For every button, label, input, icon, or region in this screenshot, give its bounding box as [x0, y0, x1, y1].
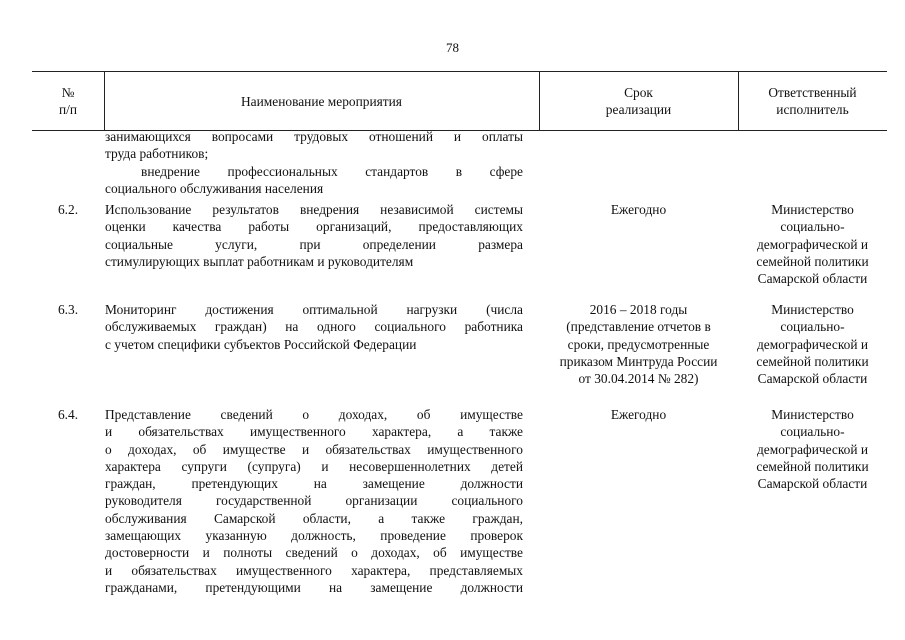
term-line: Ежегодно: [610, 407, 667, 422]
term-line: сроки, предусмотренные: [567, 336, 710, 352]
executor-line: Министерство: [771, 302, 854, 317]
header-term-line: Срок: [624, 85, 653, 100]
text-line: труда работников;: [105, 146, 209, 162]
header-term: [539, 72, 738, 130]
executor-line: семейной политики: [756, 458, 869, 474]
header-name: Наименование мероприятия: [241, 93, 402, 109]
row-number: 6.3.: [57, 302, 79, 317]
text-line: замещающих указанную должность, проведение проверок: [105, 528, 523, 544]
executor-line: Самарской области: [757, 476, 868, 492]
implementation-term: [539, 301, 738, 387]
term-line: Ежегодно: [610, 202, 667, 217]
executor-line: Министерство: [771, 407, 854, 422]
executor-line: семейной политики: [756, 253, 869, 269]
measure-name: [105, 301, 523, 353]
executor-line: демографической и: [756, 441, 869, 457]
measure-name: [105, 128, 523, 197]
text-line: характера супруги (супруга) и несовершеннолетних детей: [105, 458, 523, 474]
text-line: с учетом специфики субъектов Российской Федерации: [105, 336, 417, 352]
term-line: 2016 – 2018 годы: [589, 302, 688, 317]
measure-name: [105, 406, 523, 596]
executor-line: демографической и: [756, 236, 869, 252]
executor-line: демографической и: [756, 336, 869, 352]
text-line: обслуживания Самарской области, а также граждан,: [105, 510, 523, 526]
text-line: оценки качества работы организаций, предоставляющих: [105, 219, 523, 235]
header-term-line: реализации: [605, 102, 672, 117]
measure-name: [105, 201, 523, 270]
text-line: Представление сведений о доходах, об имуществе: [105, 407, 523, 422]
executor-line: Самарской области: [757, 371, 868, 387]
executor-line: социально-: [780, 424, 845, 440]
implementation-term: [539, 406, 738, 423]
term-line: от 30.04.2014 № 282): [578, 371, 699, 387]
header-num: [32, 72, 104, 130]
executor-line: семейной политики: [756, 353, 869, 369]
header-executor-line: Ответственный: [768, 85, 857, 100]
implementation-term: [539, 201, 738, 218]
term-line: (представление отчетов в: [566, 319, 711, 335]
text-line: и обязательствах имущественного характера, представляемых: [105, 562, 523, 578]
responsible-executor: [738, 201, 887, 287]
text-line: Мониторинг достижения оптимальной нагрузки (числа: [105, 302, 523, 317]
page-number: 78: [446, 40, 459, 55]
text-line: Использование результатов внедрения независимой системы: [105, 202, 523, 217]
text-line: занимающихся вопросами трудовых отношений и оплаты: [105, 129, 523, 144]
text-line: обслуживаемых граждан) на одного социального работника: [105, 319, 523, 335]
text-line: гражданами, претендующими на замещение должности: [105, 579, 523, 595]
text-line: руководителя государственной организации социального: [105, 493, 523, 509]
header-executor-line: исполнитель: [776, 102, 849, 117]
header-num-line: №: [61, 85, 75, 100]
text-line: граждан, претендующих на замещение должности: [105, 476, 523, 492]
executor-line: Министерство: [771, 202, 854, 217]
text-line: о доходах, об имуществе и обязательствах имущественного: [105, 441, 523, 457]
text-line: и обязательствах имущественного характера, а также: [105, 424, 523, 440]
executor-line: социально-: [780, 219, 845, 235]
responsible-executor: [738, 301, 887, 387]
header-executor: [738, 72, 887, 130]
header-num-line: п/п: [58, 102, 78, 117]
row-number: 6.4.: [57, 407, 79, 422]
executor-line: Самарской области: [757, 271, 868, 287]
responsible-executor: [738, 406, 887, 492]
row-number: 6.2.: [57, 202, 79, 217]
text-line: внедрение профессиональных стандартов в сфере: [141, 163, 523, 179]
text-line: социального обслуживания населения: [105, 180, 324, 196]
text-line: социальные услуги, при определении размера: [105, 236, 523, 252]
term-line: приказом Минтруда России: [559, 353, 718, 369]
table-header: [32, 71, 887, 131]
text-line: достоверности и полноты сведений о доходах, об имуществе: [105, 545, 523, 561]
text-line: стимулирующих выплат работникам и руководителям: [105, 253, 414, 269]
executor-line: социально-: [780, 319, 845, 335]
